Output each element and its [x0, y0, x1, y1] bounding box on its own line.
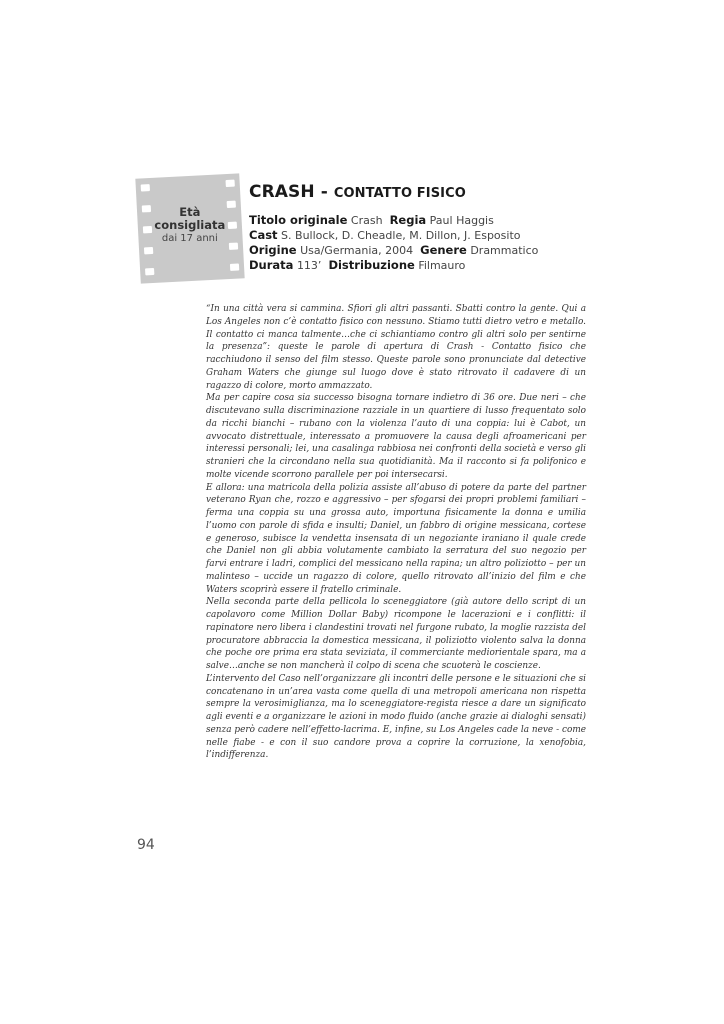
- paragraph: Nella seconda parte della pellicola lo sceneggiatore (già autore dello script di un capolavoro come Million Dollar Baby) ricompone le lacerazioni e i conflitti: il rapinatore nero libera i clandestini trovati nel furgone rubato, la moglie razzista del procuratore abbraccia la domestica messicana, il poliziotto violento salva la donna che poche ore prima era stata seviziata, il commerciante mediorientale spara, ma a salve…anche se non mancherà il colpo di scena che scuoterà le coscienze.: [206, 597, 586, 671]
- age-label-line2: consigliata: [154, 218, 226, 233]
- credit-label: Genere: [420, 243, 467, 257]
- review-text: [206, 303, 586, 762]
- credit-label: Durata: [249, 258, 294, 272]
- paragraph: Ma per capire cosa sia successo bisogna tornare indietro di 36 ore. Due neri – che discutevano sulla discriminazione razziale in un quartiere di lusso frequentato solo da ricchi bianchi – rubano con la violenza l’auto di una coppia: lui è Cabot, un avvocato distrettuale, interessato a promuovere la causa degli afroamericani per interessi personali; lei, una casalinga rabbiosa nei confronti della società e verso gli stranieri che la circondano nella sua quotidianità. Ma il racconto si fa polifonico e molte vicende scorrono parallele per poi intersecarsi.: [206, 393, 586, 480]
- credit-label: Cast: [249, 228, 278, 242]
- credit-value: Crash: [350, 214, 383, 227]
- credit-label: Origine: [249, 243, 297, 257]
- film-credits: [249, 213, 549, 273]
- age-rating-text: [148, 206, 232, 245]
- age-rating-filmstrip: [135, 173, 244, 283]
- paragraph: L’intervento del Caso nell’organizzare gli incontri delle persone e le situazioni che si concatenano in un’area vasta come quella di una metropoli americana non rispetta sempre la verosimiglianza, ma lo sceneggiatore-regista riesce a dare un significato agli eventi e a organizzare le azioni in modo fluido (anche grazie ai dialoghi sensati) senza però cadere nell’effetto-lacrima. E, infine, su Los Angeles cade la neve - come nelle fiabe - e con il suo candore prova a coprire la corruzione, la xenofobia, l’indifferenza.: [206, 673, 586, 761]
- credits-row: [249, 213, 549, 228]
- age-label-line1: Età: [179, 205, 201, 220]
- credit-value: 113’: [296, 259, 322, 272]
- paragraph: E allora: una matricola della polizia assiste all’abuso di potere da parte del partner veterano Ryan che, rozzo e aggressivo – per sfogarsi dei propri problemi familiari – ferma una coppia su una grossa auto, importuna fisicamente la donna e umilia l’uomo con parole di sfida e insulti; Daniel, un fabbro di origine messicana, cortese e generoso, subisce la vendetta insensata di un negoziante iraniano il quale crede che Daniel non gli abbia volutamente cambiato la serratura del suo negozio per farvi entrare i ladri, complici del messicano nella rapina; un altro poliziotto – per un malinteso – uccide un ragazzo di colore, quello ritrovato all’inizio del film e che Waters scoprirà essere il fratello criminale.: [206, 482, 586, 595]
- film-title-subtitle: CONTATTO FISICO: [333, 186, 466, 201]
- film-title-main: CRASH -: [249, 182, 334, 202]
- paragraph: “In una città vera si cammina. Sfiori gli altri passanti. Sbatti contro la gente. Qui a Los Angeles non c’è contatto fisico con nessuno. Stiamo tutti dietro vetro e metallo. Il contatto ci manca talmente…che ci schiantiamo contro gli altri solo per sentirne la presenza”: queste le parole di apertura di Crash - Contatto fisico che racchiudono il senso del film stesso. Queste parole sono pronunciate dal detective Graham Waters che giunge sul luogo dove è stato ritrovato il cadavere di un ragazzo di colore, morto ammazzato.: [206, 304, 586, 391]
- credit-value: Usa/Germania, 2004: [300, 244, 414, 257]
- film-title: [249, 182, 466, 202]
- film-perforation: [230, 263, 239, 270]
- age-value: dai 17 anni: [161, 233, 218, 245]
- credit-label: Regia: [389, 213, 427, 227]
- film-perforation: [141, 184, 150, 191]
- film-perforation: [145, 268, 154, 275]
- credits-row: [249, 258, 549, 273]
- credit-value: S. Bullock, D. Cheadle, M. Dillon, J. Esposito: [281, 229, 521, 242]
- credits-row: [249, 228, 549, 243]
- credits-row: [249, 243, 549, 258]
- credit-label: Titolo originale: [249, 213, 348, 227]
- film-perforation: [226, 180, 235, 187]
- credit-value: Drammatico: [470, 244, 539, 257]
- credit-value: Paul Haggis: [429, 214, 494, 227]
- film-perforation: [144, 247, 153, 254]
- credit-label: Distribuzione: [328, 258, 415, 272]
- page-number: 94: [137, 837, 155, 853]
- credit-value: Filmauro: [418, 259, 466, 272]
